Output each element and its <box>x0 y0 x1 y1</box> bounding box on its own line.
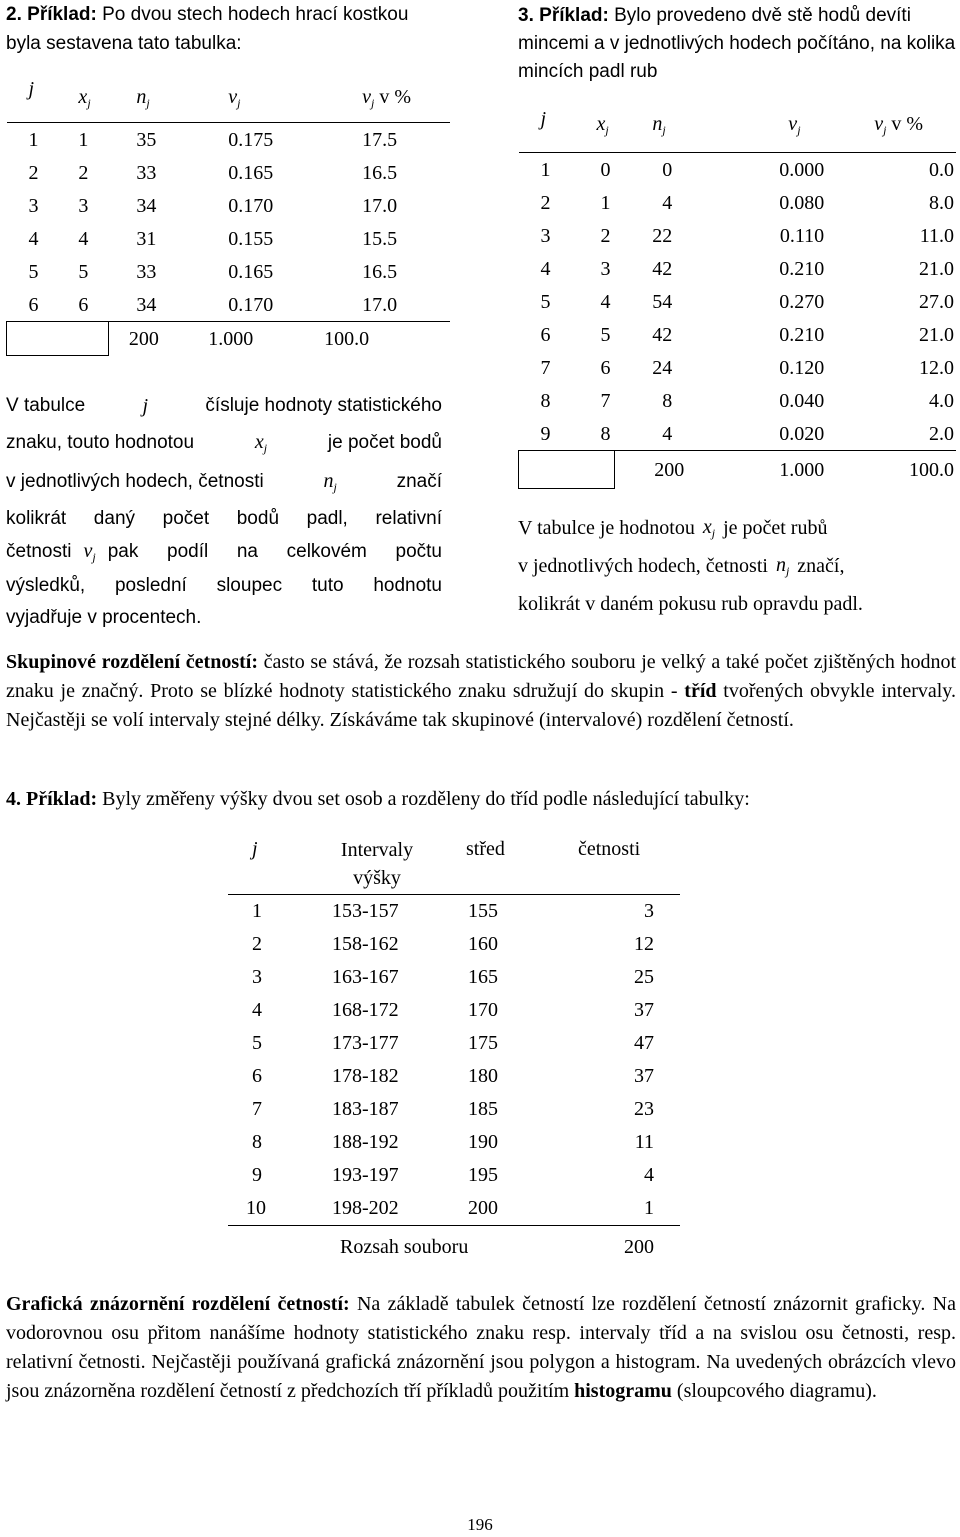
page-number: 196 <box>467 1515 493 1534</box>
example-3-table <box>518 98 956 489</box>
table-row: 6 6 34 0.170 17.0 <box>28 293 398 316</box>
table-total-row: 200 1.000 100.0 <box>519 451 957 489</box>
table-total-row: 200 1.000 100.0 <box>7 322 451 356</box>
table-row: 2 2 33 0.165 16.5 <box>28 161 398 184</box>
table-header-row: j Intervaly výšky střed četnosti <box>228 834 680 894</box>
example-3-heading: 3. Příklad: Bylo provedeno dvě stě hodů devíti mincemi a v jednotlivých hodech počítáno, na kolika mincích padl rub <box>518 5 956 82</box>
table-row: 6 178-182 180 37 <box>252 1065 654 1087</box>
graphical-representation-paragraph: Grafická znázornění rozdělení četností: Na základě tabulek četností lze rozdělení četností znázornit graficky. Na vodorovnou osu přitom nanášíme hodnoty statistického znaku resp. intervaly tříd a na svislou osu četnosti, resp. relativní četnosti. Nejčastěji používaná grafická znázornění jsou polygon a histogram. Na uvedených obrázcích vlevo jsou znázorněna rozdělení četností z předchozích tří příkladů použitím histogramu (sloupcového diagramu). <box>6 1293 956 1402</box>
table-row: 7 6 24 0.120 12.0 <box>540 356 954 379</box>
table-row: 3 3 34 0.170 17.0 <box>28 194 398 217</box>
table-row: 2 1 4 0.080 8.0 <box>540 191 954 214</box>
table-header-row: j $x_j$ $n_j$ $v_j$ $v_j$ v % <box>519 98 957 153</box>
table-row: 3 163-167 165 25 <box>252 966 654 988</box>
table-row: 4 3 42 0.210 21.0 <box>540 257 954 280</box>
table-row: 7 183-187 185 23 <box>252 1098 654 1120</box>
table-row: 1 0 0 0.000 0.0 <box>540 158 954 181</box>
table-total-row: Rozsah souboru 200 <box>228 1225 680 1269</box>
table-row: 6 5 42 0.210 21.0 <box>540 323 954 346</box>
table-row: 8 188-192 190 11 <box>252 1131 654 1153</box>
table-row: 5 5 33 0.165 16.5 <box>28 260 398 283</box>
table-row: 8 7 8 0.040 4.0 <box>540 389 954 412</box>
table-row: 1 153-157 155 3 <box>252 900 654 922</box>
table-header-row: j $x_j$ $n_j$ $v_j$ $v_j$ v % <box>7 74 451 123</box>
table-row: 4 4 31 0.155 15.5 <box>28 227 398 250</box>
example-2-heading: 2. Příklad: Po dvou stech hodech hrací kostkou byla sestavena tato tabulka: <box>6 4 409 54</box>
table-row: 2 158-162 160 12 <box>252 933 654 955</box>
table-row: 4 168-172 170 37 <box>252 999 654 1021</box>
table-row: 3 2 22 0.110 11.0 <box>540 224 954 247</box>
table-row: 9 8 4 0.020 2.0 <box>540 422 954 445</box>
example-4-table <box>228 834 680 1269</box>
example-4-heading: 4. Příklad: Byly změřeny výšky dvou set osob a rozděleny do tříd podle následující tabulky: <box>6 788 750 810</box>
table-row: 5 173-177 175 47 <box>252 1032 654 1054</box>
table-row: 5 4 54 0.270 27.0 <box>540 290 954 313</box>
example-3-explanation: V tabulce je hodnotou $x_j$ je počet rubů v jednotlivých hodech, četnosti $n_j$ značí, kolikrát v daném pokusu rub opravdu padl. <box>518 516 863 615</box>
table-row: 1 1 35 0.175 17.5 <box>28 128 398 151</box>
example-2-table <box>6 74 450 356</box>
table-row: 9 193-197 195 4 <box>252 1164 654 1186</box>
example-2-explanation: V tabulce j čísluje hodnoty statistického znaku, touto hodnotou $x_j$ je počet bodů v jednotlivých hodech, četnosti $n_j$ značí kolikrát daný počet bodů padl, relativní četnosti $v_j$ pak podíl na celkovém počtu výsledků, poslední sloupec tuto hodnotu vyjadřuje v procentech. <box>6 394 442 628</box>
grouped-distribution-paragraph: Skupinové rozdělení četností: často se stává, že rozsah statistického souboru je velký a také počet zjištěných hodnot znaku je značný. Proto se blízké hodnoty statistického znaku sdružují do skupin - tříd tvořených obvykle intervaly. Nejčastěji se volí intervaly stejné délky. Získáváme tak skupinové (intervalové) rozdělení četností. <box>6 651 956 731</box>
table-row: 10 198-202 200 1 <box>246 1197 654 1219</box>
